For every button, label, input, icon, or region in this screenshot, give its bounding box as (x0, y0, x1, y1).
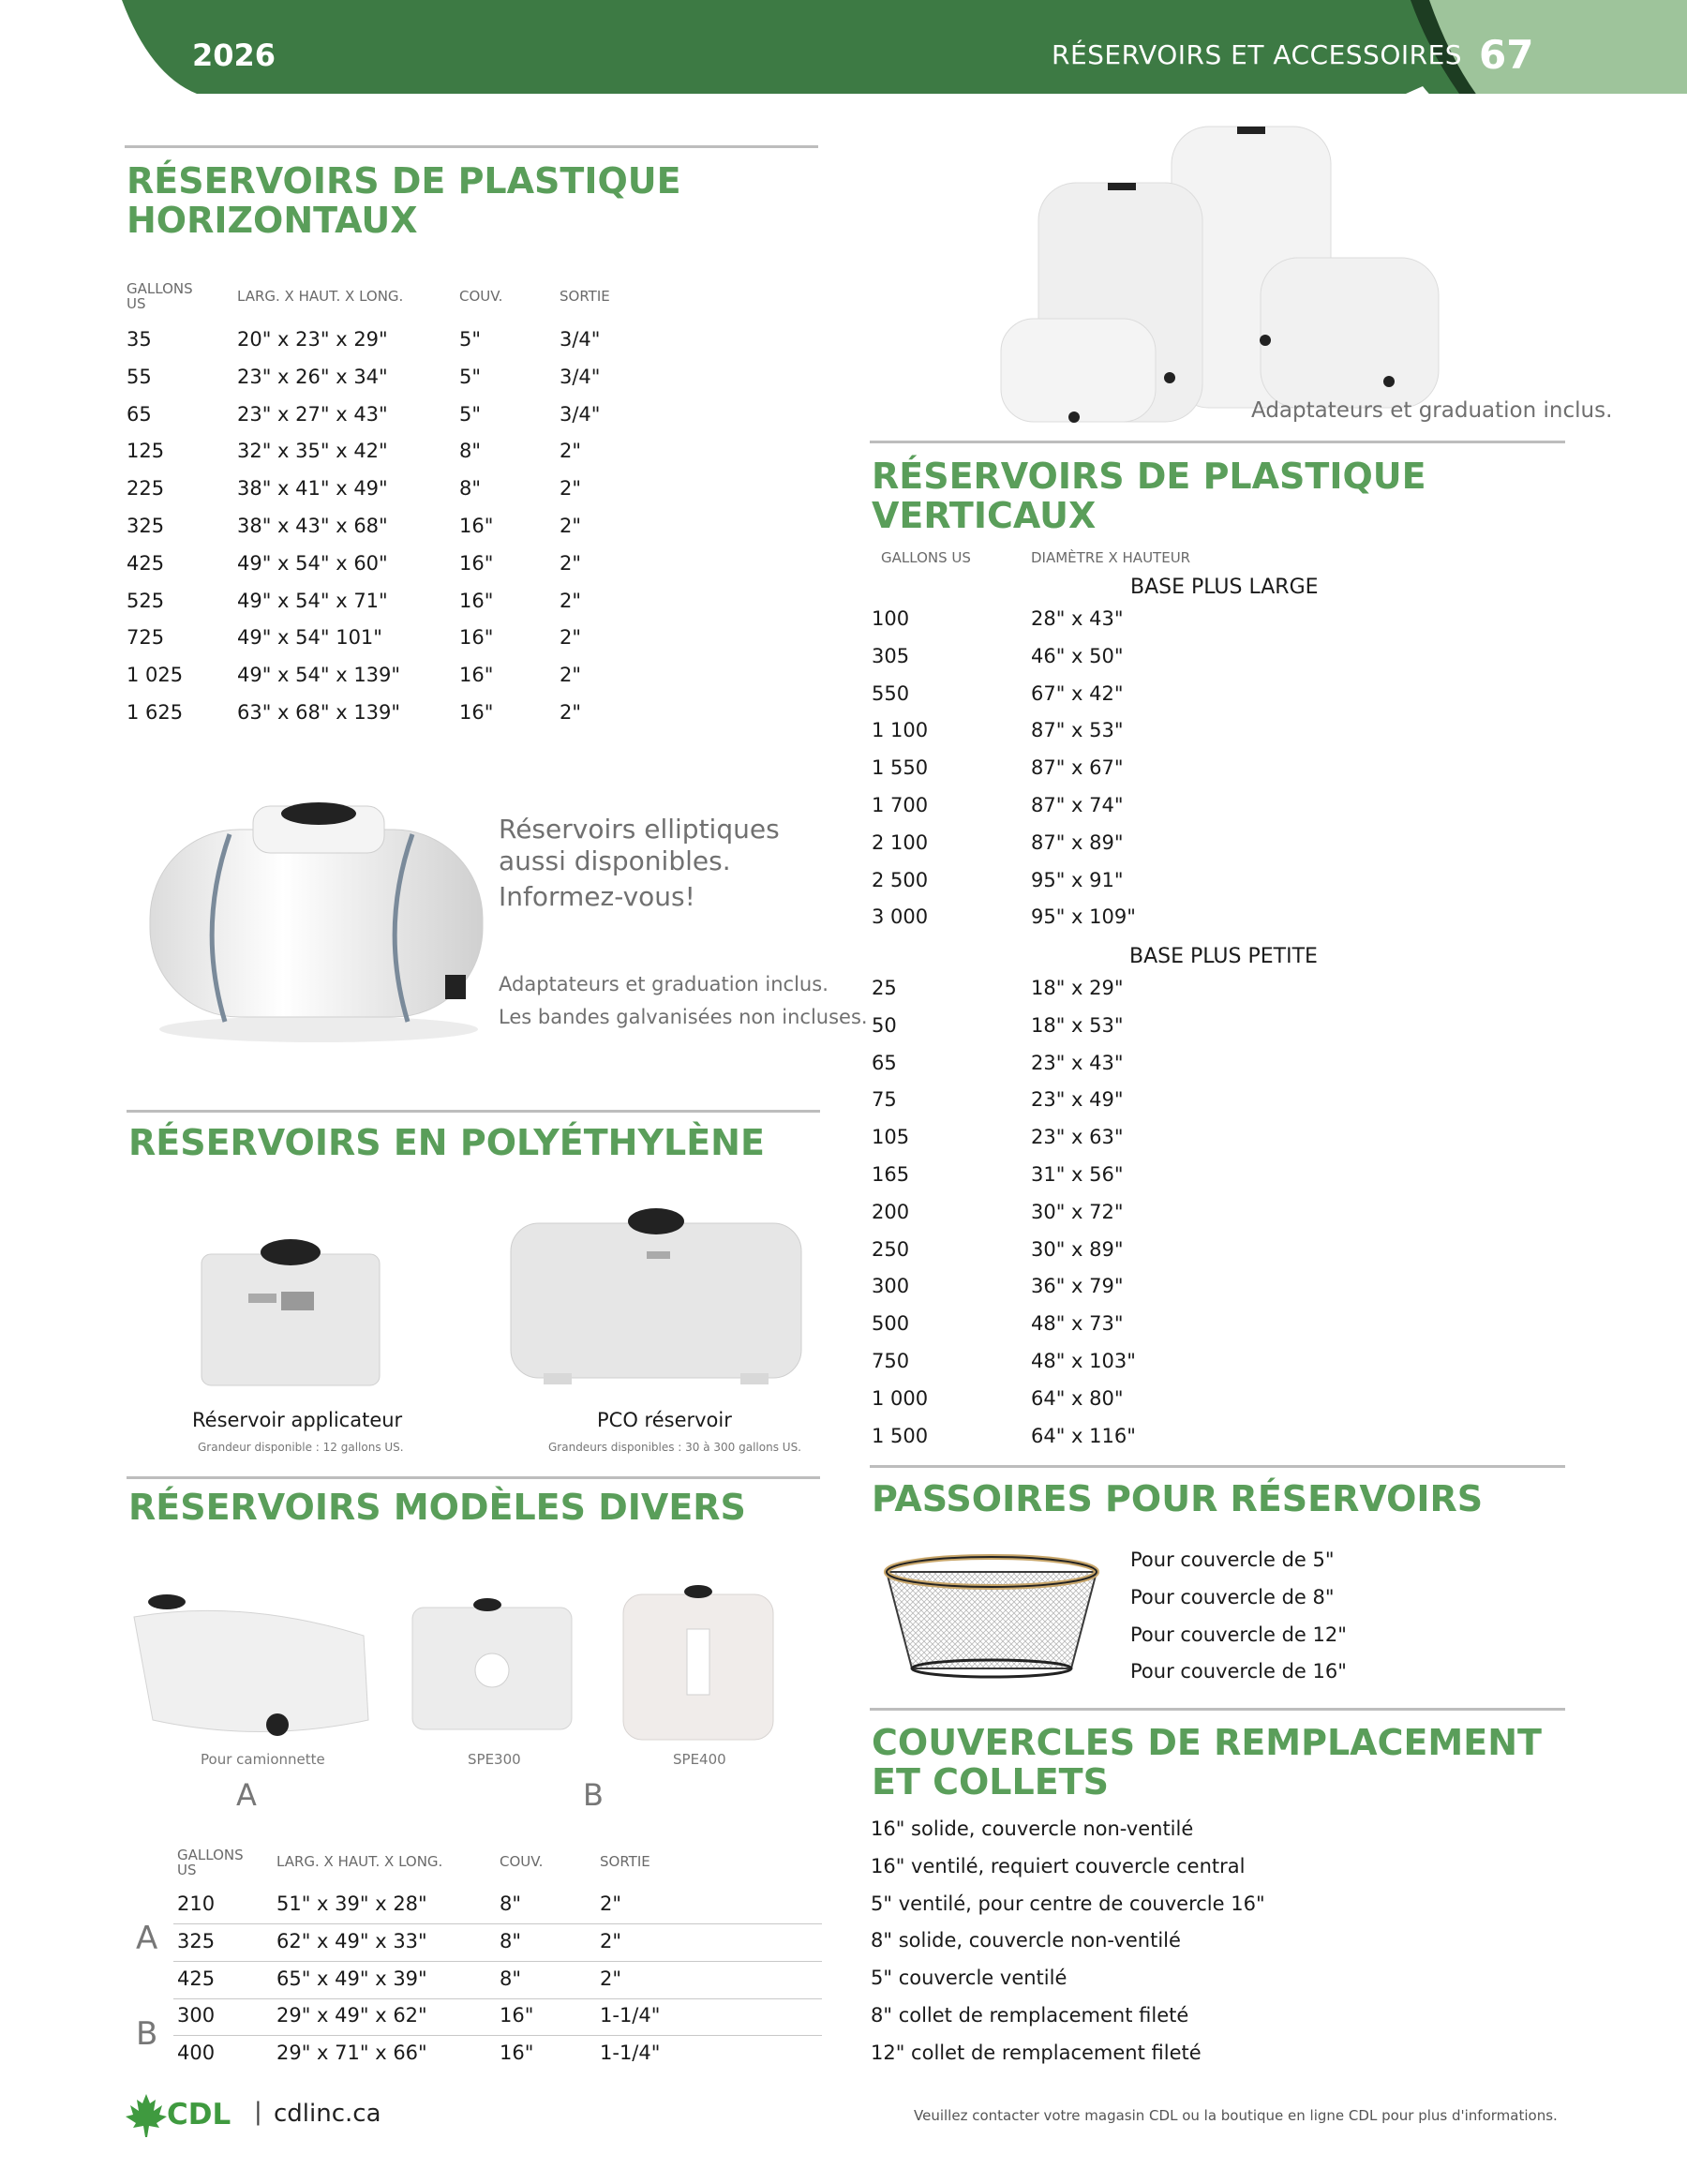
dimensions-cell: 87" x 53" (1031, 719, 1124, 742)
cover-cell: 16" (459, 701, 494, 724)
note-line: Informez-vous! (499, 881, 695, 912)
strainer-description: Pour couvercle de 12" (1130, 1623, 1347, 1646)
dimensions-cell: 30" x 72" (1031, 1200, 1124, 1223)
section-divider (870, 1708, 1565, 1711)
strainer-description: Pour couvercle de 8" (1130, 1585, 1335, 1608)
dimensions-cell: 23" x 49" (1031, 1088, 1124, 1112)
gallons-cell: 1 025 (127, 664, 184, 687)
footer-separator: | (254, 2098, 262, 2126)
cover-cell: 16" (459, 664, 494, 687)
subheading-base-large: BASE PLUS LARGE (1130, 576, 1319, 599)
gallons-cell: 50 (872, 1013, 897, 1037)
dimensions-cell: 23" x 63" (1031, 1126, 1124, 1149)
row-divider (173, 1961, 822, 1962)
outlet-cell: 2" (560, 477, 582, 501)
gallons-cell: 3 000 (872, 905, 929, 929)
row-divider (173, 1998, 822, 1999)
group-label-b: B (583, 1777, 604, 1813)
section-title-strainers: PASSOIRES POUR RÉSERVOIRS (872, 1478, 1484, 1519)
dimensions-cell: 62" x 49" x 33" (276, 1929, 427, 1952)
dimensions-cell: 64" x 80" (1031, 1386, 1124, 1410)
outlet-cell: 3/4" (560, 328, 601, 351)
col-header-line: GALLONS (127, 280, 193, 297)
pickup-caption: Pour camionnette (201, 1751, 325, 1768)
title-line: VERTICAUX (872, 495, 1097, 536)
cover-cell: 16" (459, 551, 494, 575)
gallons-cell: 1 000 (872, 1386, 929, 1410)
gallons-cell: 305 (872, 644, 910, 667)
gallons-cell: 65 (872, 1051, 897, 1074)
cover-cell: 16" (459, 626, 494, 650)
gallons-cell: 250 (872, 1237, 910, 1261)
gallons-cell: 65 (127, 402, 152, 426)
section-divider (870, 1465, 1565, 1468)
pco-tank-image (506, 1204, 806, 1392)
outlet-cell: 2" (560, 664, 582, 687)
gallons-cell: 125 (127, 440, 165, 463)
gallons-cell: 425 (127, 551, 165, 575)
adapters-note (499, 968, 868, 1034)
spe300-tank-image (408, 1593, 576, 1734)
title-line: RÉSERVOIRS DE PLASTIQUE (127, 160, 681, 202)
pco-label: PCO réservoir (597, 1409, 732, 1431)
dimensions-cell: 18" x 53" (1031, 1013, 1124, 1037)
gallons-cell: 1 625 (127, 701, 184, 724)
note-line: aussi disponibles. (499, 845, 731, 876)
gallons-cell: 1 550 (872, 756, 929, 780)
outlet-cell: 2" (600, 1892, 622, 1915)
col-header-couv: COUV. (500, 1853, 544, 1870)
lid-description: 12" collet de remplacement fileté (871, 2041, 1202, 2064)
pco-sizes: Grandeurs disponibles : 30 à 300 gallons US. (548, 1441, 801, 1454)
gallons-cell: 325 (127, 515, 165, 537)
outlet-cell: 1-1/4" (600, 2004, 661, 2027)
dimensions-cell: 87" x 74" (1031, 794, 1124, 816)
elliptical-note (499, 814, 780, 913)
dimensions-cell: 49" x 54" x 60" (237, 551, 388, 575)
col-header-line: GALLONS (177, 1847, 244, 1863)
cover-cell: 5" (459, 365, 482, 388)
pickup-tank-image (129, 1579, 373, 1748)
strainer-description: Pour couvercle de 5" (1130, 1548, 1335, 1571)
header-section-title: RÉSERVOIRS ET ACCESSOIRES (1052, 39, 1463, 70)
col-header-gallons: GALLONS US (881, 549, 971, 566)
gallons-cell: 200 (872, 1200, 910, 1223)
group-label-a: A (236, 1777, 257, 1813)
lid-description: 8" collet de remplacement fileté (871, 2004, 1189, 2027)
col-header-sortie: SORTIE (560, 288, 610, 305)
cdl-maple-leaf-logo (125, 2092, 168, 2139)
gallons-cell: 550 (872, 681, 910, 705)
row-group-b: B (136, 2015, 158, 2053)
gallons-cell: 25 (872, 977, 897, 999)
gallons-cell: 2 500 (872, 868, 929, 891)
section-title-lids (872, 1723, 1542, 1802)
gallons-cell: 325 (177, 1929, 216, 1952)
outlet-cell: 2" (560, 701, 582, 724)
cover-cell: 8" (500, 1892, 522, 1915)
vertical-photo-caption: Adaptateurs et graduation inclus. (1251, 398, 1613, 423)
outlet-cell: 2" (560, 589, 582, 612)
dimensions-cell: 18" x 29" (1031, 977, 1124, 999)
gallons-cell: 105 (872, 1126, 910, 1149)
section-divider (125, 145, 818, 148)
dimensions-cell: 20" x 23" x 29" (237, 328, 388, 351)
dimensions-cell: 29" x 71" x 66" (276, 2042, 427, 2065)
cover-cell: 5" (459, 328, 482, 351)
gallons-cell: 35 (127, 328, 152, 351)
subheading-base-small: BASE PLUS PETITE (1129, 945, 1318, 968)
gallons-cell: 1 700 (872, 794, 929, 816)
gallons-cell: 500 (872, 1312, 910, 1336)
gallons-cell: 300 (872, 1275, 910, 1298)
lid-description: 8" solide, couvercle non-ventilé (871, 1929, 1181, 1952)
dimensions-cell: 51" x 39" x 28" (276, 1892, 427, 1915)
footer-brand: CDL (167, 2098, 231, 2132)
footer-contact-note: Veuillez contacter votre magasin CDL ou la boutique en ligne CDL pour plus d'informations. (914, 2107, 1558, 2124)
gallons-cell: 1 100 (872, 719, 929, 742)
gallons-cell: 300 (177, 2004, 216, 2027)
cover-cell: 8" (459, 440, 482, 463)
section-title-vertical (872, 456, 1426, 535)
row-divider (173, 2035, 822, 2036)
dimensions-cell: 48" x 103" (1031, 1350, 1136, 1372)
col-header-sortie: SORTIE (600, 1853, 650, 1870)
outlet-cell: 1-1/4" (600, 2042, 661, 2065)
col-header-couv: COUV. (459, 288, 503, 305)
gallons-cell: 725 (127, 626, 165, 650)
dimensions-cell: 49" x 54" 101" (237, 626, 382, 650)
page-number: 67 (1479, 32, 1534, 78)
spe400-caption: SPE400 (673, 1751, 726, 1768)
col-header-dims: DIAMÈTRE X HAUTEUR (1031, 549, 1191, 566)
outlet-cell: 2" (600, 1967, 622, 1990)
col-header-line: US (127, 295, 146, 312)
strainer-basket-image (879, 1551, 1104, 1683)
dimensions-cell: 30" x 89" (1031, 1237, 1124, 1261)
section-divider (870, 441, 1565, 443)
col-header-gallons (127, 281, 193, 311)
dimensions-cell: 29" x 49" x 62" (276, 2004, 427, 2027)
section-divider (127, 1476, 820, 1479)
gallons-cell: 165 (872, 1163, 910, 1186)
strainer-description: Pour couvercle de 16" (1130, 1660, 1347, 1683)
dimensions-cell: 65" x 49" x 39" (276, 1967, 427, 1990)
dimensions-cell: 95" x 109" (1031, 905, 1136, 929)
cover-cell: 8" (500, 1929, 522, 1952)
dimensions-cell: 67" x 42" (1031, 681, 1124, 705)
dimensions-cell: 49" x 54" x 71" (237, 589, 388, 612)
gallons-cell: 75 (872, 1088, 897, 1112)
dimensions-cell: 48" x 73" (1031, 1312, 1124, 1336)
row-divider (173, 1923, 822, 1924)
gallons-cell: 55 (127, 365, 152, 388)
gallons-cell: 400 (177, 2042, 216, 2065)
row-group-a: A (136, 1920, 158, 1957)
dimensions-cell: 46" x 50" (1031, 644, 1124, 667)
lid-description: 16" ventilé, requiert couvercle central (871, 1854, 1246, 1877)
cover-cell: 16" (500, 2042, 534, 2065)
section-title-horizontal (127, 161, 681, 240)
note-line: Les bandes galvanisées non incluses. (499, 1006, 868, 1028)
cover-cell: 8" (459, 477, 482, 501)
section-title-divers: RÉSERVOIRS MODÈLES DIVERS (128, 1487, 746, 1528)
dimensions-cell: 64" x 116" (1031, 1424, 1136, 1447)
outlet-cell: 2" (560, 551, 582, 575)
applicator-sizes: Grandeur disponible : 12 gallons US. (198, 1441, 404, 1454)
col-header-dims: LARG. X HAUT. X LONG. (276, 1853, 443, 1870)
applicator-label: Réservoir applicateur (192, 1409, 403, 1431)
applicator-tank-image (197, 1235, 384, 1390)
dimensions-cell: 87" x 89" (1031, 830, 1124, 854)
gallons-cell: 2 100 (872, 830, 929, 854)
cover-cell: 5" (459, 402, 482, 426)
col-header-line: US (177, 1862, 197, 1878)
cover-cell: 16" (459, 589, 494, 612)
dimensions-cell: 36" x 79" (1031, 1275, 1124, 1298)
gallons-cell: 750 (872, 1350, 910, 1372)
gallons-cell: 210 (177, 1892, 216, 1915)
vertical-tanks-image (993, 117, 1453, 426)
title-line: ET COLLETS (872, 1761, 1109, 1803)
dimensions-cell: 23" x 26" x 34" (237, 365, 388, 388)
dimensions-cell: 31" x 56" (1031, 1163, 1124, 1186)
cover-cell: 8" (500, 1967, 522, 1990)
outlet-cell: 3/4" (560, 365, 601, 388)
gallons-cell: 1 500 (872, 1424, 929, 1447)
note-line: Adaptateurs et graduation inclus. (499, 973, 829, 995)
cover-cell: 16" (459, 515, 494, 537)
gallons-cell: 100 (872, 607, 910, 630)
footer-website-link[interactable]: cdlinc.ca (274, 2100, 381, 2128)
horizontal-tank-image (141, 787, 497, 1050)
outlet-cell: 2" (560, 515, 582, 537)
section-divider (127, 1110, 820, 1113)
title-line: RÉSERVOIRS DE PLASTIQUE (872, 456, 1426, 497)
dimensions-cell: 95" x 91" (1031, 868, 1124, 891)
col-header-dims: LARG. X HAUT. X LONG. (237, 288, 404, 305)
lid-description: 5" ventilé, pour centre de couvercle 16" (871, 1892, 1265, 1915)
dimensions-cell: 23" x 43" (1031, 1051, 1124, 1074)
cover-cell: 16" (500, 2004, 534, 2027)
outlet-cell: 3/4" (560, 402, 601, 426)
title-line: HORIZONTAUX (127, 200, 418, 241)
dimensions-cell: 28" x 43" (1031, 607, 1124, 630)
note-line: Réservoirs elliptiques (499, 814, 780, 845)
dimensions-cell: 38" x 43" x 68" (237, 515, 388, 537)
dimensions-cell: 32" x 35" x 42" (237, 440, 388, 463)
dimensions-cell: 49" x 54" x 139" (237, 664, 401, 687)
lid-description: 16" solide, couvercle non-ventilé (871, 1818, 1194, 1840)
dimensions-cell: 38" x 41" x 49" (237, 477, 388, 501)
col-header-gallons (177, 1847, 244, 1877)
header-year: 2026 (192, 37, 276, 73)
spe300-caption: SPE300 (468, 1751, 521, 1768)
lid-description: 5" couvercle ventilé (871, 1967, 1067, 1990)
spe400-tank-image (619, 1578, 778, 1742)
gallons-cell: 425 (177, 1967, 216, 1990)
outlet-cell: 2" (600, 1929, 622, 1952)
gallons-cell: 225 (127, 477, 165, 501)
section-title-polyethylene: RÉSERVOIRS EN POLYÉTHYLÈNE (128, 1122, 765, 1163)
dimensions-cell: 23" x 27" x 43" (237, 402, 388, 426)
gallons-cell: 525 (127, 589, 165, 612)
outlet-cell: 2" (560, 626, 582, 650)
outlet-cell: 2" (560, 440, 582, 463)
dimensions-cell: 63" x 68" x 139" (237, 701, 401, 724)
dimensions-cell: 87" x 67" (1031, 756, 1124, 780)
title-line: COUVERCLES DE REMPLACEMENT (872, 1722, 1542, 1763)
